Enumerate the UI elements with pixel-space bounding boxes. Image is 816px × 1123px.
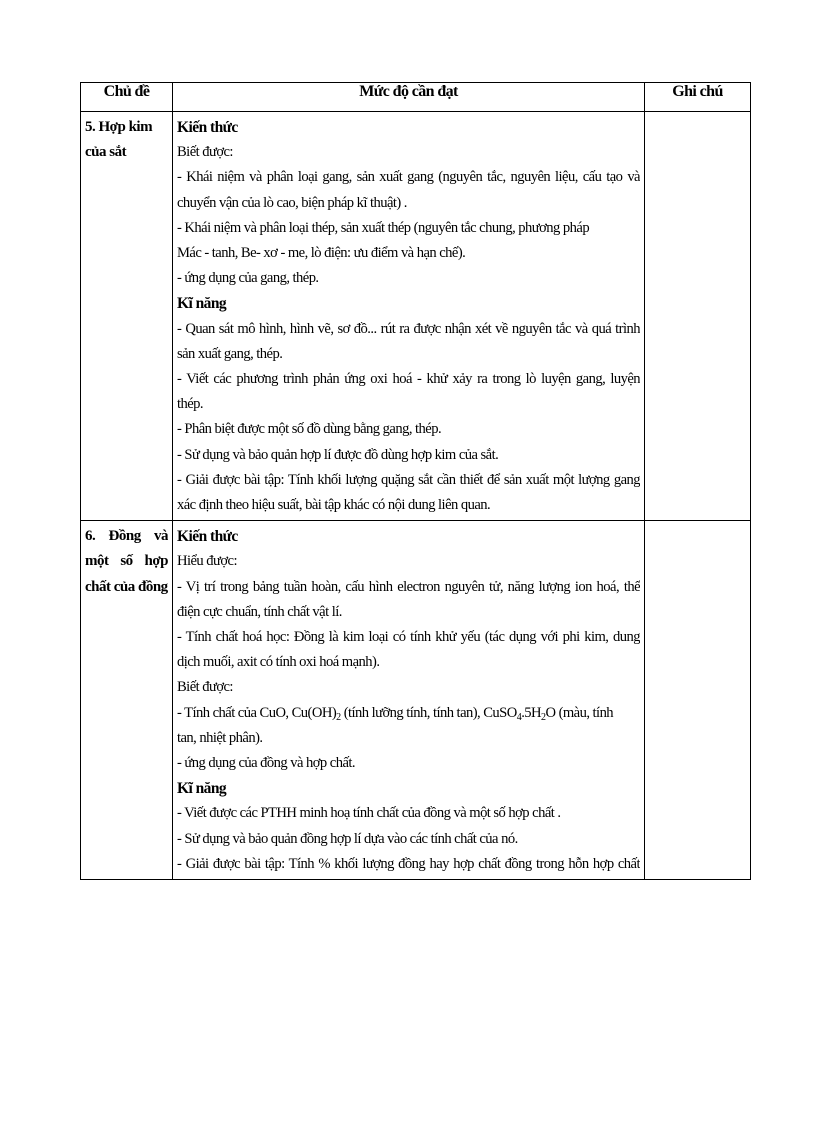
subscript: 4 <box>516 711 522 723</box>
text-line: Biết được: <box>177 144 233 161</box>
formula-line <box>177 701 640 726</box>
text-line: - Khái niệm và phân loại gang, sản xuất gang (nguyên tắc, nguyên liệu, cấu tạo và <box>177 169 640 186</box>
text-line: - Viết các phương trình phản ứng oxi hoá - khử xảy ra trong lò luyện gang, luyện <box>177 371 640 387</box>
requirement-cell <box>173 521 645 880</box>
text-line: dịch muối, axit có tính oxi hoá mạnh). <box>177 654 380 671</box>
topic-line: của sắt <box>85 144 127 161</box>
text-fragment: .5H <box>521 704 542 721</box>
topic-cell <box>81 112 173 521</box>
note-cell <box>645 521 751 880</box>
text-line: - Tính chất hoá học: Đồng là kim loại có tính khử yếu (tác dụng với phi kim, dung <box>177 628 640 645</box>
section-heading-knowledge: Kiến thức <box>177 528 238 546</box>
text-line: - Phân biệt được một số đồ dùng bằng gang, thép. <box>177 421 442 438</box>
subscript: 2 <box>336 711 341 723</box>
topic-line: 5. Hợp kim <box>85 119 153 135</box>
topic-line: một số hợp <box>85 553 168 570</box>
text-line: - Vị trí trong bảng tuần hoàn, cấu hình electron nguyên tử, năng lượng ion hoá, thế <box>177 578 640 595</box>
text-line: - Giải được bài tập: Tính khối lượng quặng sắt cần thiết để sản xuất một lượng gang <box>177 471 640 488</box>
text-fragment: - Tính chất của CuO, Cu(OH) <box>177 704 337 721</box>
text-line: thép. <box>177 396 204 413</box>
text-line: Biết được: <box>177 679 233 696</box>
section-heading-knowledge: Kiến thức <box>177 119 238 136</box>
subscript: 2 <box>541 711 546 723</box>
text-line: sản xuất gang, thép. <box>177 345 283 362</box>
text-fragment: (tính lưỡng tính, tính tan), CuSO <box>340 704 517 721</box>
section-heading-skills: Kĩ năng <box>177 295 227 313</box>
section-heading-skills: Kĩ năng <box>177 780 227 798</box>
topic-line: chất của đồng <box>85 578 168 595</box>
table-header-row <box>81 83 751 112</box>
topic-cell <box>81 521 173 880</box>
table-row-alloy-iron <box>81 112 751 521</box>
text-line: - Viết được các PTHH minh hoạ tính chất của đồng và một số hợp chất . <box>177 805 561 822</box>
table-row-copper <box>81 521 751 880</box>
curriculum-table <box>80 82 751 880</box>
text-line: Mác - tanh, Be- xơ - me, lò điện: ưu điểm và hạn chế). <box>177 245 466 261</box>
requirement-cell <box>173 112 645 521</box>
text-line: điện cực chuẩn, tính chất vật lí. <box>177 603 342 620</box>
text-line: - Quan sát mô hình, hình vẽ, sơ đồ... rút ra được nhận xét về nguyên tắc và quá trình <box>177 320 640 337</box>
topic-line: 6. Đồng và <box>85 528 168 545</box>
header-level: Mức độ cần đạt <box>173 83 645 112</box>
text-fragment: O (màu, tính <box>545 704 614 721</box>
text-line: chuyển vận của lò cao, biện pháp kĩ thuật) . <box>177 194 407 211</box>
note-cell <box>645 112 751 521</box>
text-line: - ứng dụng của đồng và hợp chất. <box>177 754 355 771</box>
text-line: Hiểu được: <box>177 553 237 570</box>
text-line: - ứng dụng của gang, thép. <box>177 270 319 287</box>
text-line: - Giải được bài tập: Tính % khối lượng đồng hay hợp chất đồng trong hỗn hợp chất <box>177 855 640 872</box>
header-topic: Chủ đề <box>81 83 173 112</box>
text-line: - Khái niệm và phân loại thép, sản xuất thép (nguyên tắc chung, phương pháp <box>177 219 590 236</box>
text-line: tan, nhiệt phân). <box>177 729 263 746</box>
text-line: - Sử dụng và bảo quản hợp lí được đồ dùng hợp kim của sắt. <box>177 446 499 463</box>
text-line: - Sử dụng và bảo quản đồng hợp lí dựa vào các tính chất của nó. <box>177 830 518 847</box>
header-note: Ghi chú <box>645 83 751 112</box>
text-line: xác định theo hiệu suất, bài tập khác có nội dung liên quan. <box>177 496 491 513</box>
